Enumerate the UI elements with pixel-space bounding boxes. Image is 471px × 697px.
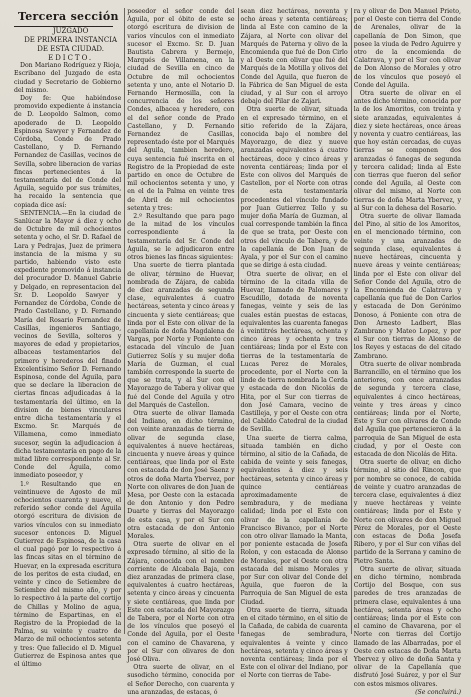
court-heading-line-1: JUZGADO <box>52 27 89 35</box>
paragraph: Don Mariano Rodríguez y Rioja, Escribano del Juzgado de esta ciudad y Secretario de Gobierno del mismo. <box>14 62 122 94</box>
paragraph: Otra suerte de tierra, situada en el citado término, en el sitio de la Cañada, de cabida de cuarenta fanegas de sembradura, equivalentes á veinte y cinco hectáreas, setenta y cinco áreas y noventa centiáreas; linda por el Este con el olivar del Indiano, por el Norte con tierras de Tabe- <box>240 606 348 680</box>
court-heading-line-2: DE PRIMERA INSTANCIA <box>24 36 118 44</box>
paragraph: Otra suerte de olivar en el antes dicho término, conocida por la de los Amoritos, con treinta y siete aranzadas, equivalentes á diez y siete hectáreas, once áreas y noventa y cuatro centiáreas, las que hoy están cercadas, de cuyas tierras se componen dos aranzadas ó fanegas de segunda y tercera calidad; linda al Este con tierras que fueron del señor conde del Aguila, al Oeste con olivar del mismo, al Norte con tierras de doña Marta Ybervez, y al Sur con la dehesa del Rosario. <box>353 90 461 212</box>
column-3 <box>240 8 348 680</box>
paragraph: Otra suerte de olivar, en el término de la citada villa de Huevar, llamado de Palomares y Escudillo, dotada de noventa fanegas, veinte y seis de las cuales están puestas de estacas, equivalentes las cuarenta fanegas á veintitrés hectáreas, ochenta y cinco áreas y ochenta y tres centiáreas; linda por el Este con tierras de la testamentaría de Lucas Perez de Morales, procedente, por el Norte con la linde de tierra nombrada la Cerda y estacada de don Nicolás de Hita, por el Sur con tierras de don José Camara, vecino de Castilleja, y por el Oeste con otra del Cabildo Catedral de la ciudad de Sevilla. <box>240 270 348 434</box>
paragraph: Otra suerte de olivar, situada en dicho término, nombrada Cortijo del Bosque, con sus paredes de tres aranzadas de primera clase, equivalentes á una hectárea, setenta áreas y ocho centiáreas; linda por el Este con el camino de Chavarena, por el Norte con tierras del Cortijo llamado de las Albarradas, por el Oeste con estacas de Doña Marta Ybervez y olivo de doña Santa y olivar de la Capellanía que disfrutó José Suárez, y por el Sur con estos mismos olivares. <box>353 565 461 688</box>
closing-note: (Se concluirá.) <box>415 688 461 696</box>
paragraph: poseedor el señor conde del Águila, por el óbito de este se otorgó escritura de division de varios vínculos con el inmediato sucesor el Excmo. Sr. D. Juan Bautista Cabrera y Bermejo, Marqués de Villamena, en la ciudad de Sevilla en cinco de Octubre de mil ochocientos setenta y uno, ante el Notario D. Fernando Hermosilla, con la concurrencia de los señores Condes, albacea y heredero, con el del señor conde de Prado Castellano, y D. Fernando Fernandez de Casillas, representado éste por el Marqués del Aguila, tambien heredero, cuya sentencia fué inscrita en el Registro de la Propiedad de este partido en once de Octubre de mil ochocientos setenta y uno, y en el de la Palma en veinte tres de Abril de mil ochocientos setenta y tres: <box>127 8 235 212</box>
paragraph: Otra suerte de olivar en el expresado término, al sitio de la Zájara, conocida con el nombre corriente de Alcabala Baja, con diez aranzadas de primera clase, equivalentes á cuatro hectáreas, setenta y cinco áreas y cincuenta y siete centiáreas, que linda por Este con estacada del Mayorazgo de Tabera, por el Norte con otra de los vínculos que poseyó el Conde del Aguila, por el Oeste con el camino de Chavarena, y por el Sur con olivares de don José Oliva. <box>127 541 235 664</box>
paragraph: Otra suerte de olivar, en dicho término, al sitio del Rincon, que por nombre se conoce, de cabida de veinte y cuatro aranzadas de tercera clase, equivalentes á diez y nueve hectáreas y veinte centiáreas; linda por el Este y Norte con olivares de don Miguel Pérez de Morales, por el Oeste con estacas de Doña Josefa Ribero, y por el Sur con viñas del partido de la Serrana y camino de Pietro Santa. <box>353 459 461 565</box>
paragraph: Una suerte de tierra plantada de olivar, término de Huevar, nombrada de Zájara, de cabida de diez aranzadas de segunda clase, equivalentes á cuatro hectáreas, setenta y cinco áreas y cincuenta y siete centiáreas; que linda por el Este con olivar de la capellanía de doña Magdalena de Vargas, por Norte y Poniente con estacada del vínculo de Juan Gutierrez Solís y su mujer doña María de Guzman, el cual también corresponde la suerte de que se trata, y al Sur con el Mayorazgo de Tabera y olivar que fué del Conde del Aguila y otro del Marqués de Castellon. <box>127 262 235 409</box>
paragraph: Otra suerte de olivar llamada del Pino, al sitio de los Amoritos, en el mencionado término, con veinte y una aranzadas de segunda clase, equivalentes á nueve hectáreas, cincuenta y nueve áreas y veinte centiáreas; linda por el Este con olivar del Señor Conde del Aguila, otro de la Encomienda de Calatrava y capellanía que fué de Don Carlos y estacada de Don Gerónimo Donoso, á Poniente con otra de Don Arnesto Ladbert, Blas Zambrano y Mateo Lopez, y por el Sur con tierras de Alonso de los Reyes y estacas de del citado Zambrano. <box>353 213 461 360</box>
edicto-heading: EDICTO. <box>48 54 94 62</box>
section-title: Tercera sección <box>18 10 119 23</box>
paragraph: 2.º Resultando que para pago de la mitad de los vínculos correspondiente á la testamentaría del Sr. Conde del Águila, se le adjudicaron entre otros bienes las fincas siguientes: <box>127 213 235 262</box>
column-1 <box>14 8 122 669</box>
paragraph: Una suerte de tierra calma, situada también en dicho término, al sitio de la Cañada, de cabida de veinte y seis fanegas, equivalentes á diez y seis hectáreas, setenta y cinco áreas y quince centiáreas aproximadamente de sembradura, y de mediana calidad; linda por el Este con olivar de la capellanía de Francisco Bivanco, por el Norte con otro olivar llamado la Manta, por poniente estacada de Josefa Rolon, y con estacada de Alonso de Morales, por el Oeste con otra estacada del mismo Morales y por Sur con olivar del Conde del Aguila, que fueron de la Parroquia de San Miguel de esta Ciudad. <box>240 434 348 606</box>
paragraph: Otra suerte de olivar, en el susodicho término, conocida por el Señor Derecho, con cuarenta y una aranzadas, de estacas, ó <box>127 664 235 696</box>
paragraph: Otra suerte de olivar, situada en el expresado término, en el sitio referido de la Zájara, conocida bajo el nombre del Mayorazgo, de diez y nueve aranzadas equivalentes á cuatro hectáreas, doce y cinco áreas y noventa centiáreas; linda por el Este con olivos del Marqués de Castellon, por el Norte con otras de esta testamentaría procedentes del vínculo fundado por Juan Gutierrez Tello y su mujer doña María de Guzman, al cual corresponde también la finca de que se trata, por Oeste con otros del vínculo de Tabera, y de la capellanía de Don Juan de Ayala, y por el Sur con el camino que se dirige á esta ciudad. <box>240 106 348 270</box>
paragraph: ra y olivar de Don Manuel Prieto, por el Oeste con tierra del Conde de Arenales, olivar de la capellanía de Don Simon, que posee la viuda de Pedro Aguirre y otro de la encomienda de Calatrava, y por el Sur con olivar de Don Alonso de Morales y otro de los vínculos que poseyó el Conde del Aguila. <box>353 8 461 89</box>
column-4 <box>353 8 461 696</box>
text-columns <box>14 8 461 696</box>
paragraph: 1.º Resultando que en veintinueve de Agosto de mil ochocientos cuarenta y nueve, el referido señor conde del Águila otorgó escritura de division de varios vínculos con su inmediato sucesor entonces D. Miguel Gutierrez de Espinosa, de la casa el cual pagó por lo respectivo á las fincas sitas en el término de Huevar, en la expresada escritura de los peritos de esta ciudad, en veinte y cinco de Setiembre de Setiembre del mismo año, y por lo respectivo á la parte del cortijo de Chillas y Molino de agua, término de Espartinas, en el Registro de la Propiedad de la Palma, su veinte y cuatro de Marzo de mil ochocientos setenta y tres: Que fallecido el D. Miguel Gutierrez de Espinosa antes que el último <box>14 480 122 669</box>
paragraph: Otra suerte de olivar nombrada Barrancillo, en el término que los anteriores, con once aranzadas de segunda y tercera clase, equivalentes á cinco hectáreas, veinte y tres áreas y cinco centiáreas; linda por el Norte, Este y Sur con olivares de Conde del Aguila que pertenecieron á la parroquia de San Miguel de esta ciudad, y por el Oeste con estacada de don Nicolás de Hita. <box>353 360 461 458</box>
court-heading-line-3: DE ESTA CIUDAD. <box>37 45 104 53</box>
paragraph: Doy fe: Que habiéndose promovido expediente á instancia de D. Leopoldo Salmon, como apoderado de D. Leopoldo Espinosa Sawyer y Fernandez de Córdoba, Conde de Prado Castellano, y D. Fernando Fernandez de Casillas, vecinos de Sevilla, sobre liberacion de varias fincas pertenecientes á la testamentaría del de Conde del Águila, seguido por sus trámites, ha recaido la sentencia que copiada dice así: <box>14 95 122 209</box>
paragraph: sean diez hectáreas, noventa y ocho áreas y setenta centiáreas; linda al Este con camino de la Zájara, al Norte con olivar del Marqués de Paterna y olivo de la Encomienda que fué de Don Cirlo y al Oeste con olivar que fué del Marqués de la Motilla y olivos del Conde del Aguila, que fueron de la Fábrica de San Miguel de esta ciudad, y al Sur con el arroyo debajo del Pilar de Zajari. <box>240 8 348 106</box>
column-2 <box>127 8 235 696</box>
paragraph: SENTENCIA.—En la ciudad de Sanlúcar la Mayor á diez y ocho de Octubre de mil ochocientos setenta y ocho, el Sr. D. Rafael de Lara y Pedrajas, Juez de primera instancia de la misma y su partido, habiendo visto este expediente promovido á instancia del procurador D. Manuel Gabrie y Delgado, en representacion del Sr. D. Leopoldo Sawyer y Fernandez de Córdoba, Conde de Prado Castellano, y D. Fernando María del Rosario Fernandez de Casillas, ingenieros Santiago, vecinos de Sevilla, solteros y mayores de edad y propietarios, albaceas testamentarios del primero y herederos del finado Excelentísimo Señor D. Fernando Espinosa, conde del Águila, para que se declare la liberacion de ciertas fincas adjudicadas á la testamentaría del último, en la division de bienes vinculares entre dicha testamentaría y el Excmo. Sr. Marqués de Villamena, como inmediato sucesor, según la adjudicacion á dicha testamentaría en pago de la mitad libre correspondiente al Sr. Conde del Águila, como inmediato poseedor, y <box>14 209 122 480</box>
paragraph: Otra suerte de olivar llamada del Indiano, en dicho término, con veinte aranzadas de tierra de olivar de segunda clase, equivalentes á nueve hectáreas, cincuenta y nueve áreas y quince centiáreas, que linda por el Este con estacada de don José Saenz y otros de doña Marta Ybervez, por Norte con olivares de don Juan de Mesa, por Oeste con la estacada de don Antonio y don Pedro Duarte y tierras del Mayorazgo de esta casa, y por el Sur con otra estacada de don Antonio Morales. <box>127 409 235 540</box>
